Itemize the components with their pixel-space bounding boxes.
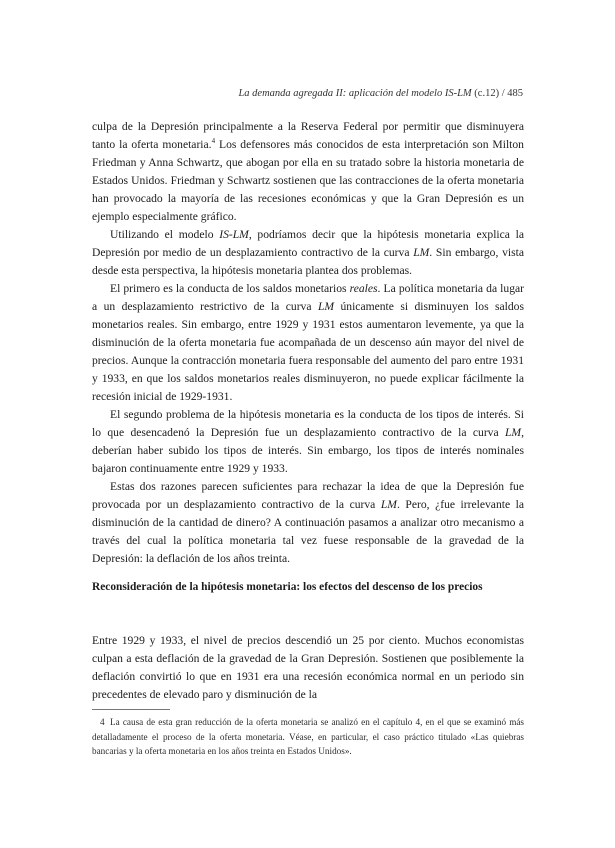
italic-term: IS-LM	[219, 228, 249, 241]
text-run: Los defensores más conocidos de esta interpretación son Milton Friedman y Anna Schwartz, que abogan por ella en su tratado sobre la historia monetaria de Estados Unidos. Friedman y Schwartz sostienen que las contracciones de la oferta monetaria han provocado la mayoría de las recesiones económicas y que la Gran Depresión es un ejemplo especialmente gráfico.	[92, 138, 524, 223]
running-head	[238, 88, 523, 99]
footnote-reference: 4	[211, 137, 216, 146]
text-run: Estas dos razones parecen suficientes para rechazar la idea de que la Depresión fue provocada por un desplazamiento contractivo de la curva	[92, 480, 524, 511]
footnote-mark: 4	[100, 717, 105, 727]
text-run: . La política monetaria da lugar a un desplazamiento restrictivo de la curva	[92, 282, 524, 313]
paragraph	[92, 226, 524, 280]
text-run: Utilizando el modelo	[110, 228, 220, 241]
italic-term: LM	[317, 300, 335, 313]
paragraph	[92, 118, 524, 226]
footnote	[92, 715, 524, 759]
section-heading: Reconsideración de la hipótesis monetaria: los efectos del descenso de los precios	[92, 581, 483, 593]
paragraph	[92, 406, 524, 478]
text-run: , deberían haber subido los tipos de interés. Sin embargo, los tipos de interés nominales bajaron continuamente entre 1929 y 1933.	[92, 426, 524, 475]
italic-term: reales	[349, 282, 378, 295]
italic-term: LM	[504, 426, 522, 439]
italic-term: LM	[380, 498, 397, 511]
text-run: únicamente si disminuyen los saldos monetarios reales. Sin embargo, entre 1929 y 1931 estos aumentaron levemente, ya que la disminución de la oferta monetaria fue acompañada de un descenso aún mayor del nivel de precios. Aunque la contracción monetaria fuera responsable del aumento del paro entre 1931 y 1933, en que los saldos monetarios reales disminuyeron, no puede explicar fácilmente la recesión inicial de 1929-1931.	[92, 300, 524, 403]
section-body	[92, 632, 524, 704]
text-run: El segundo problema de la hipótesis monetaria es la conducta de los tipos de interés. Si lo que desencadenó la Depresión fue un desplazamiento contractivo de la curva	[92, 408, 524, 439]
text-run: . Sin embargo, vista desde esta perspectiva, la hipótesis monetaria plantea dos problemas.	[92, 246, 524, 277]
italic-term: LM	[413, 246, 430, 259]
page-number: / 485	[501, 88, 523, 99]
paragraph	[92, 478, 524, 568]
footnote-rule	[92, 709, 170, 710]
running-head-title: La demanda agregada II: aplicación del modelo IS-LM	[238, 88, 472, 99]
text-run: . Pero, ¿fue irrelevante la disminución de la cantidad de dinero? A continuación pasamos a analizar otro mecanismo a través del cual la política monetaria tal vez fuese responsable de la gravedad de la Depresión: la deflación de los años treinta.	[92, 498, 524, 565]
footnote-text: La causa de esta gran reducción de la oferta monetaria se analizó en el capítulo 4, en el que se examinó más detalladamente el proceso de la oferta monetaria. Véase, en particular, el caso práctico titulado «Las quiebras bancarias y la oferta monetaria en los años treinta en Estados Unidos».	[92, 717, 524, 756]
running-head-chapter: (c.12)	[474, 88, 500, 99]
paragraph	[92, 280, 524, 406]
text-run: culpa de la Depresión principalmente a la Reserva Federal por permitir que disminuyera tanto la oferta monetaria.	[92, 120, 524, 151]
body-text	[92, 118, 524, 568]
section-paragraph: Entre 1929 y 1933, el nivel de precios descendió un 25 por ciento. Muchos economistas culpan a esta deflación de la gravedad de la Gran Depresión. Sostienen que posiblemente la deflación convirtió lo que en 1931 era una recesión económica normal en un periodo sin precedentes de elevado paro y disminución de la	[92, 634, 524, 701]
text-run: , podríamos decir que la hipótesis monetaria explica la Depresión por medio de un desplazamiento contractivo de la curva	[92, 228, 524, 259]
text-run: El primero es la conducta de los saldos monetarios	[110, 282, 350, 295]
